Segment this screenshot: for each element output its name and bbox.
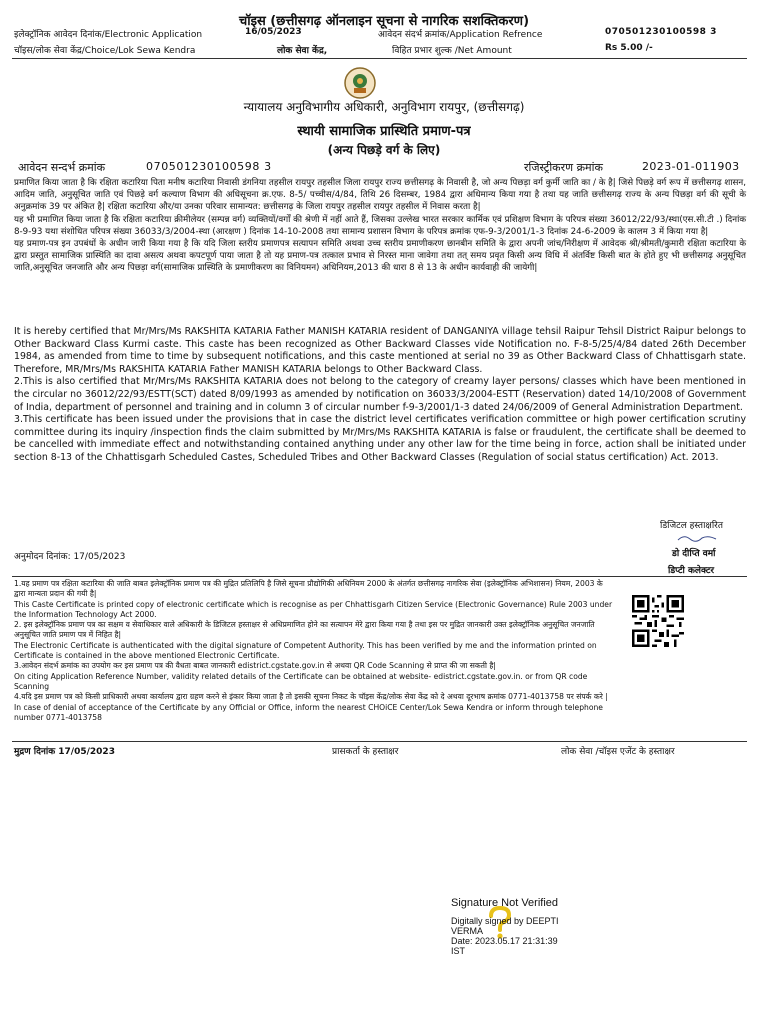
footer-notes (14, 579, 614, 723)
signature-timezone: IST (451, 946, 466, 956)
footer-note: 2. इस इलेक्ट्रॉनिक प्रमाण पत्र का सक्षम व सेवाधिकार वाले अधिकारी के डिजिटल हस्ताक्षर से अधिप्रमाणित होने का सत्यापन मेरे द्वारा किया गया है तथा इस पर मुद्रित जानकारी उक्त इलेक्ट्रॉनिक अनुसूचित जनजाति अनुसूचित जाति प्रमाण पत्र में निहित है| (14, 620, 595, 640)
approval-date: अनुमोदन दिनांक: 17/05/2023 (14, 552, 126, 562)
signature-signer-name: VERMA (451, 926, 484, 936)
signature-signed-by: Digitally signed by DEEPTI (451, 916, 559, 926)
english-para-2: 2.This is also certified that Mr/Mrs/Ms RAKSHITA KATARIA does not belong to the category of creamy layer persons/ classes which have been mentioned in the circular no 36012/22/93/ESTT(SCT) dated 8/09/1993 as amended by notification on 36033/3/2004-ESTT (Reservation) dated 14/10/2008 of Government of India, department of personnel and training and in column 3 of circular number f-9-3/2001/1-3 dated 24/06/2009 of General Administration Department. (14, 376, 746, 413)
header-divider (12, 58, 747, 59)
certificate-title: स्थायी सामाजिक प्रास्थिति प्रमाण-पत्र (297, 124, 471, 139)
english-para-1: It is hereby certified that Mr/Mrs/Ms RAKSHITA KATARIA Father MANISH KATARIA resident of DANGANIYA village tehsil Raipur Tehsil District Raipur belongs to Other Backward Class Kurmi caste. This caste has been recognized as Other Backward Classes vide Notification no. F-8-5/25/4/84 dated 26th December 1984, as amended from time to time by subsequent notifications, and this caste mentioned at serial no 39 as Other Backward Class of Chhattisgarh state. Therefore, MR/Mrs/Ms RAKSHITA KATARIA Father MANISH KATARIA belongs to Other Backward Class. (14, 326, 746, 375)
officer-name: डो दीप्ति वर्मा (672, 549, 716, 559)
hindi-para-2: यह भी प्रमाणित किया जाता है कि रक्षिता कटारिया क्रीमीलेयर (सम्पन्न वर्ग) व्यक्तियों/वर्गों की श्रेणी में नहीं आते हैं, जिसका उल्लेख भारत सरकार कार्मिक एवं प्रशिक्षण विभाग के परिपत्र संख्या 36012/22/93/स्था(एस.सी.टी .) दिनांक 8-9-93 यथा संशोधित परिपत्र संख्या 36033/3/2004-स्था (आरक्षण ) दिनांक 14-10-2008 तथा सामान्य प्रशासन विभाग के परिपत्र क्रमांक एफ-9-3/2001/1-3 दिनांक 24-6-2009 के कालम 3 में किया गया है| (14, 214, 746, 237)
signature-scribble-icon (676, 532, 718, 544)
application-ref-label: आवेदन सन्दर्भ क्रमांक (18, 161, 106, 174)
office-name: न्यायालय अनुविभागीय अधिकारी, अनुविभाग रायपुर, (छत्तीसगढ़) (243, 100, 525, 114)
footer-note: 3.आवेदन संदर्भ क्रमांक का उपयोग कर इस प्रमाण पत्र की वैधता बाबत जानकारी edistrict.cgstate.gov.in से अथवा QR Code Scanning से प्राप्त की जा सकती है| (14, 661, 496, 671)
electronic-application-label: इलेक्ट्रॉनिक आवेदन दिनांक/Electronic Application (14, 30, 203, 40)
footer-bottom-divider (12, 741, 747, 742)
government-seal-icon (343, 66, 377, 100)
agent-signature-label: लोक सेवा /चॉइस एजेंट के हस्ताक्षर (561, 747, 675, 757)
choice-kendra-value: लोक सेवा केंद्र, (277, 46, 328, 56)
choice-kendra-label: चॉइस/लोक सेवा केंद्र/Choice/Lok Sewa Kendra (14, 46, 196, 56)
net-amount-label: विहित प्रभार शुल्क /Net Amount (392, 46, 512, 56)
application-reference-label: आवेदन संदर्भ क्रमांक/Application Refrence (378, 30, 543, 40)
hindi-para-1: प्रमाणित किया जाता है कि रक्षिता कटारिया पिता मनीष कटारिया निवासी डंगनिया तहसील रायपुर तहसील जिला रायपुर राज्य छत्तीसगढ़ के निवासी है, जो अन्य पिछड़ा वर्ग कुर्मी जाति का / के है| जिसे पिछड़े वर्ग रूप में छत्तीसगढ़ शासन, आदिम जाति, अनुसूचित जाति एवं पिछड़े वर्ग कल्याण विभाग की अधिसूचना क्र.एफ. 8-5/ पच्चीस/4/84, तिथि 26 दिसम्बर, 1984 द्वारा अधिमान्य किया गया है तथा यह जाति छत्तीसगढ़ राज्य के अन्य पिछड़ा वर्ग की सूची के अनुक्रमांक 39 पर अंकित है| रक्षिता कटारिया और/या उनका परिवार सामान्यत: छत्तीसगढ़ के जिला रायपुर तहसील रायपुर तहसील में निवास करता है| (14, 178, 746, 213)
electronic-application-date: 16/05/2023 (245, 27, 302, 37)
footer-note: This Caste Certificate is printed copy of electronic certificate which is recognise as per Chhattisgarh Citizen Service (Electronic Governance) Rule 2003 under the Information Technology Act 2000. (14, 599, 613, 619)
registration-number-label: रजिस्ट्रीकरण क्रमांक (524, 161, 603, 174)
hindi-body (14, 177, 746, 275)
application-reference-value: 070501230100598 3 (605, 27, 717, 37)
digitally-signed-label: डिजिटल हस्ताक्षरित (660, 521, 723, 531)
footer-note: On citing Application Reference Number, validity related details of the Certificate can be obtained at website- edistrict.cgstate.gov.in. or from QR code Scanning (14, 671, 588, 691)
english-body (14, 326, 746, 465)
application-ref-value: 070501230100598 3 (146, 160, 272, 173)
officer-designation: डिप्टी कलेक्टर (668, 566, 715, 576)
print-date: मुद्रण दिनांक 17/05/2023 (14, 747, 115, 757)
header-title: चॉइस (छत्तीसगढ़ ऑनलाइन सूचना से नागरिक सशक्तिकरण) (238, 14, 530, 29)
qr-code-icon[interactable] (632, 595, 684, 647)
registration-number-value: 2023-01-011903 (642, 160, 740, 173)
footer-note: 4.यदि इस प्रमाण पत्र को किसी प्राधिकारी अथवा कार्यालय द्वारा ग्रहण करने से इंकार किया जाता है तो इसकी सूचना निकट के चॉइस केंद्र/लोक सेवा केंद्र को दे अथवा दूरभाष क्रमांक 0771-4013758 पर संपर्क करे | (14, 692, 608, 702)
net-amount-value: Rs 5.00 /- (605, 43, 653, 53)
hindi-para-3: यह प्रमाण-पत्र इन उपबंधों के अधीन जारी किया गया है कि यदि जिला स्तरीय प्रमाणपत्र सत्यापन समिति अथवा उच्च स्तरीय प्रमाणीकरण छानबीन समिति के द्वारा अपनी जांच/निरीक्षण में आवेदक श्री/श्रीमती/कुमारी रक्षिता कटारिया के द्वारा प्रस्तुत सामाजिक प्रास्थिति का दावा असत्य अथवा कपटपूर्ण पाया जाता है तो यह प्रमाण-पत्र तत्काल प्रभाव से निरस्त माना जावेगा तथा तत् समय प्रवृत किसी अन्य विधि में अंतर्विष्ट किसी बात के होते हुए भी छत्तीसगढ़ अनुसूचित जाति,अनुसूचित जनजाति और अन्य पिछड़ा वर्ग(सामाजिक प्रास्थिति के प्रमाणीकरण का विनियमन) अधिनियम,2013 की धारा 8 से 13 के अधीन कार्यवाही की जायेगी| (14, 239, 746, 274)
certificate-subtitle: (अन्य पिछड़े वर्ग के लिए) (327, 143, 441, 157)
footer-note: The Electronic Certificate is authenticated with the digital signature of Competent Authority. This has been verified by me and the information printed on Certificate is contained in the above mentioned Electronic Certificate. (14, 640, 597, 661)
digital-signature-block (451, 898, 591, 956)
footer-note: 1.यह प्रमाण पत्र रक्षिता कटारिया की जाति बाबत इलेक्ट्रॉनिक प्रमाण पत्र की मुद्रित प्रतिलिपि है जिसे सूचना प्रौद्योगिकी अधिनियम 2000 के अंतर्गत छत्तीसगढ़ नागरिक सेवा (इलेक्ट्रॉनिक अभिशासन) नियम, 2003 के द्वारा मान्यता प्रदान की गयी है| (14, 579, 603, 599)
footer-note: In case of denial of acceptance of the Certificate by any Official or Office, inform the nearest CHOiCE Center/Lok Sewa Kendra or inform through telephone number 0771-4013758 (14, 702, 603, 722)
signature-status: Signature Not Verified (451, 897, 559, 909)
english-para-3: 3.This certificate has been issued under the provisions that in case the district level certificates verification committee or high power certification scrutiny committee during its inquiry /inspection finds the claim submitted by Mr/Mrs/Ms RAKSHITA KATARIA is false or fraudulent, the certificate shall be deemed to be cancelled with immediate effect and notwithstanding contained anything under any other law for the time being in force, action shall be initiated under section 8-13 of the Chhattisgarh Scheduled Castes, Scheduled Tribes and Other Backward Classes (Regulation of social status certification) Act. 2013. (14, 414, 746, 463)
signature-date: Date: 2023.05.17 21:31:39 (451, 936, 558, 946)
footer-top-divider (12, 576, 747, 577)
issuer-signature-label: प्रासकर्ता के हस्ताक्षर (332, 747, 399, 757)
